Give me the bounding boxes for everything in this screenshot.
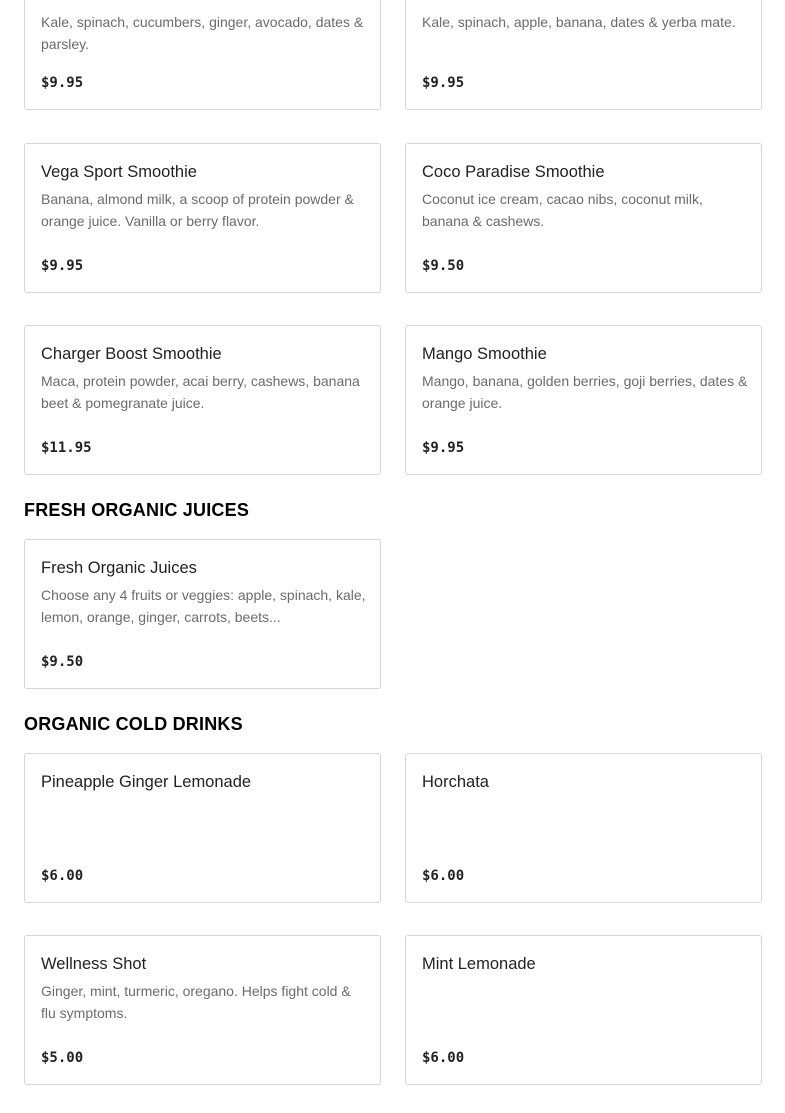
menu-item-price: $11.95	[41, 440, 92, 456]
menu-item-card[interactable]	[24, 753, 381, 903]
menu-item-description: Choose any 4 fruits or veggies: apple, spinach, kale, lemon, orange, ginger, carrots, beets...	[41, 587, 366, 625]
menu-item-description: Coconut ice cream, cacao nibs, coconut milk, banana & cashews.	[422, 191, 703, 229]
menu-item-card[interactable]	[405, 143, 762, 293]
menu-item-price: $6.00	[422, 868, 465, 884]
menu-item-card[interactable]	[405, 325, 762, 475]
menu-item-price: $9.50	[41, 654, 84, 670]
menu-item-card[interactable]	[24, 143, 381, 293]
menu-item-name: Mint Lemonade	[422, 955, 536, 973]
menu-item-price: $6.00	[422, 1050, 465, 1066]
menu-item-price: $9.50	[422, 258, 465, 274]
section-title-juices: FRESH ORGANIC JUICES	[24, 500, 250, 520]
menu-item-card[interactable]	[24, 325, 381, 475]
menu-item-price: $6.00	[41, 868, 84, 884]
menu-item-description: Maca, protein powder, acai berry, cashews, banana beet & pomegranate juice.	[41, 373, 360, 411]
menu-item-name: Wellness Shot	[41, 955, 147, 973]
menu-item-name: Mango Smoothie	[422, 345, 547, 363]
menu-item-description: Banana, almond milk, a scoop of protein powder & orange juice. Vanilla or berry flavor.	[41, 191, 354, 229]
menu-item-price: $9.95	[422, 75, 465, 91]
section-title-cold-drinks: ORGANIC COLD DRINKS	[24, 714, 243, 734]
menu-item-name: Charger Boost Smoothie	[41, 345, 222, 363]
menu-item-card[interactable]	[24, 0, 381, 110]
menu-item-price: $9.95	[41, 258, 84, 274]
menu-item-price: $9.95	[422, 440, 465, 456]
menu-item-card[interactable]	[405, 753, 762, 903]
menu-item-description: Kale, spinach, cucumbers, ginger, avocado, dates & parsley.	[41, 14, 364, 52]
menu-item-price: $5.00	[41, 1050, 84, 1066]
menu-item-name: Pineapple Ginger Lemonade	[41, 773, 252, 791]
menu-item-name: Coco Paradise Smoothie	[422, 163, 605, 181]
menu-item-card[interactable]	[24, 539, 381, 689]
menu-item-description: Kale, spinach, apple, banana, dates & yerba mate.	[422, 14, 736, 30]
menu-item-card[interactable]	[405, 0, 762, 110]
menu-item-name: Vega Sport Smoothie	[41, 163, 197, 181]
menu-item-description: Mango, banana, golden berries, goji berries, dates & orange juice.	[422, 373, 748, 411]
menu-item-card[interactable]	[405, 935, 762, 1085]
menu-item-price: $9.95	[41, 75, 84, 91]
menu-item-name: Horchata	[422, 773, 489, 791]
menu-item-description: Ginger, mint, turmeric, oregano. Helps fight cold & flu symptoms.	[41, 983, 351, 1021]
menu-item-card[interactable]	[24, 935, 381, 1085]
menu-item-name: Fresh Organic Juices	[41, 559, 197, 577]
